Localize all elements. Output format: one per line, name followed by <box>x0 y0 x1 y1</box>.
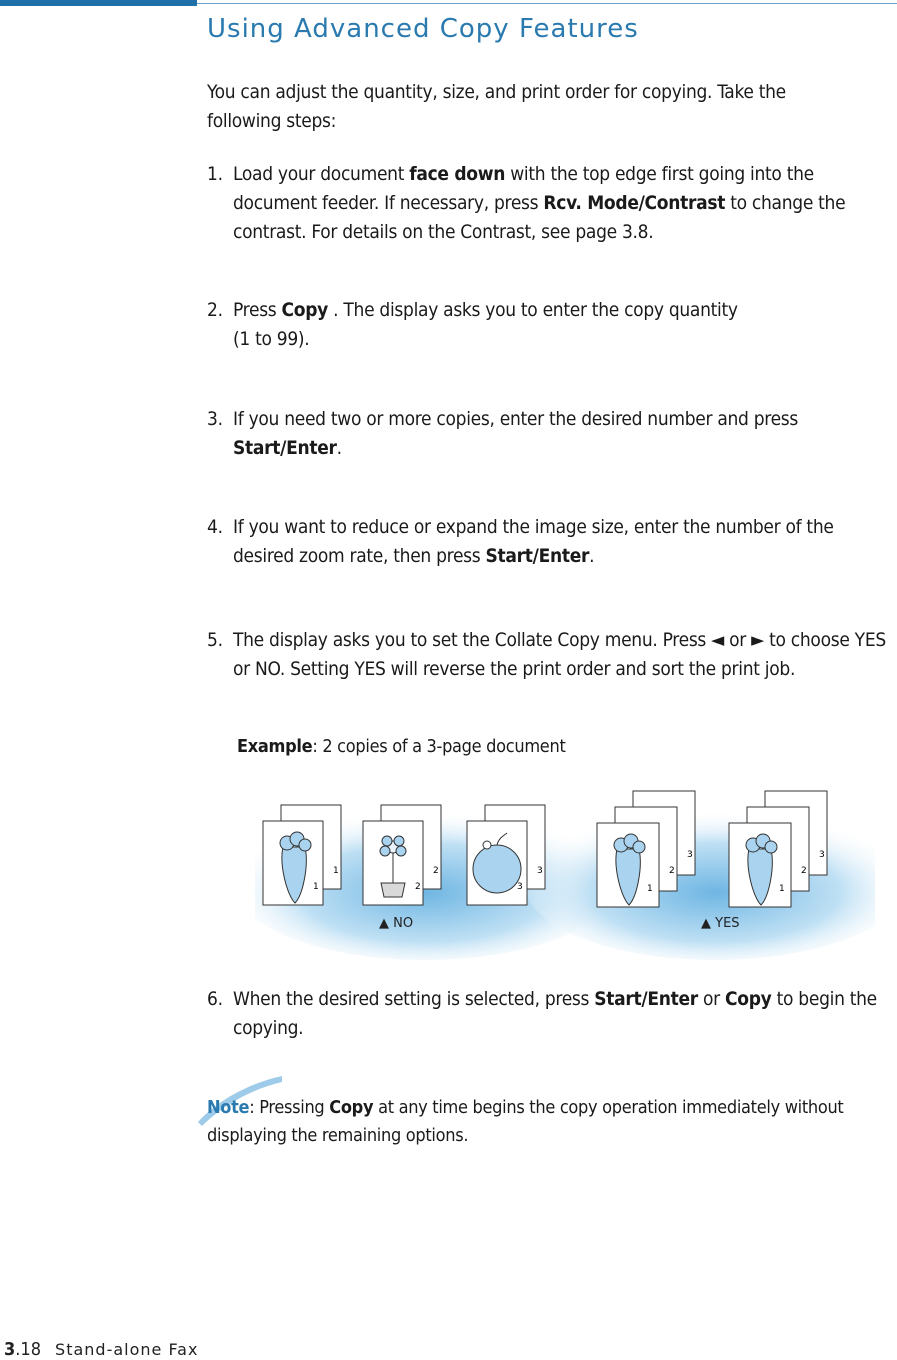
no-label: ▲ NO <box>379 916 414 931</box>
step-number: 4. <box>207 516 223 538</box>
step-number: 2. <box>207 299 223 321</box>
step-2 <box>207 296 897 354</box>
header-rule-thin <box>197 3 897 4</box>
svg-text:1: 1 <box>333 866 339 876</box>
step-text: If you need two or more copies, enter the desired number and press Start/Enter. <box>233 408 799 459</box>
svg-text:3: 3 <box>517 882 523 892</box>
section-name: Stand-alone Fax <box>55 1340 199 1359</box>
page-title: Using Advanced Copy Features <box>207 14 639 44</box>
svg-text:3: 3 <box>819 850 825 860</box>
step-text: When the desired setting is selected, press Start/Enter or Copy to begin the copying. <box>233 988 877 1039</box>
svg-text:3: 3 <box>537 866 543 876</box>
chapter-number: 3 <box>4 1339 16 1360</box>
collate-figure <box>255 775 875 965</box>
svg-text:2: 2 <box>801 866 807 876</box>
svg-text:3: 3 <box>687 850 693 860</box>
step-6 <box>207 985 897 1043</box>
svg-text:1: 1 <box>313 882 319 892</box>
step-5 <box>207 626 897 684</box>
yes-label: ▲ YES <box>701 916 740 931</box>
step-number: 5. <box>207 629 223 651</box>
intro-paragraph <box>207 78 786 136</box>
intro-line-1: You can adjust the quantity, size, and print order for copying. Take the <box>207 81 786 103</box>
step-number: 1. <box>207 163 223 185</box>
svg-text:2: 2 <box>433 866 439 876</box>
svg-text:2: 2 <box>415 882 421 892</box>
step-number: 3. <box>207 408 223 430</box>
intro-line-2: following steps: <box>207 110 337 132</box>
page-number: .18 <box>15 1339 42 1360</box>
note-label: Note <box>207 1097 250 1118</box>
step-1 <box>207 160 897 247</box>
step-3 <box>207 405 897 463</box>
header-rule-thick <box>0 0 197 6</box>
step-text: Press Copy . The display asks you to enter the copy quantity (1 to 99). <box>233 299 738 350</box>
step-number: 6. <box>207 988 223 1010</box>
svg-text:1: 1 <box>779 884 785 894</box>
step-text: Load your document face down with the top edge first going into the document feeder. If necessary, press Rcv. Mode/Contrast to change the contrast. For details on the Contrast, see page 3.8. <box>233 163 846 243</box>
svg-text:1: 1 <box>647 884 653 894</box>
page-footer <box>4 1339 198 1360</box>
svg-text:2: 2 <box>669 866 675 876</box>
example-caption: Example: 2 copies of a 3-page document <box>237 736 566 757</box>
step-text: If you want to reduce or expand the image size, enter the number of the desired zoom rate, then press Start/Enter. <box>233 516 834 567</box>
step-4 <box>207 513 897 571</box>
step-text: The display asks you to set the Collate Copy menu. Press ◄ or ► to choose YES or NO. Setting YES will reverse the print order and sort the print job. <box>233 629 886 680</box>
note: Note: Pressing Copy at any time begins the copy operation immediately without displaying the remaining options. <box>207 1097 844 1146</box>
